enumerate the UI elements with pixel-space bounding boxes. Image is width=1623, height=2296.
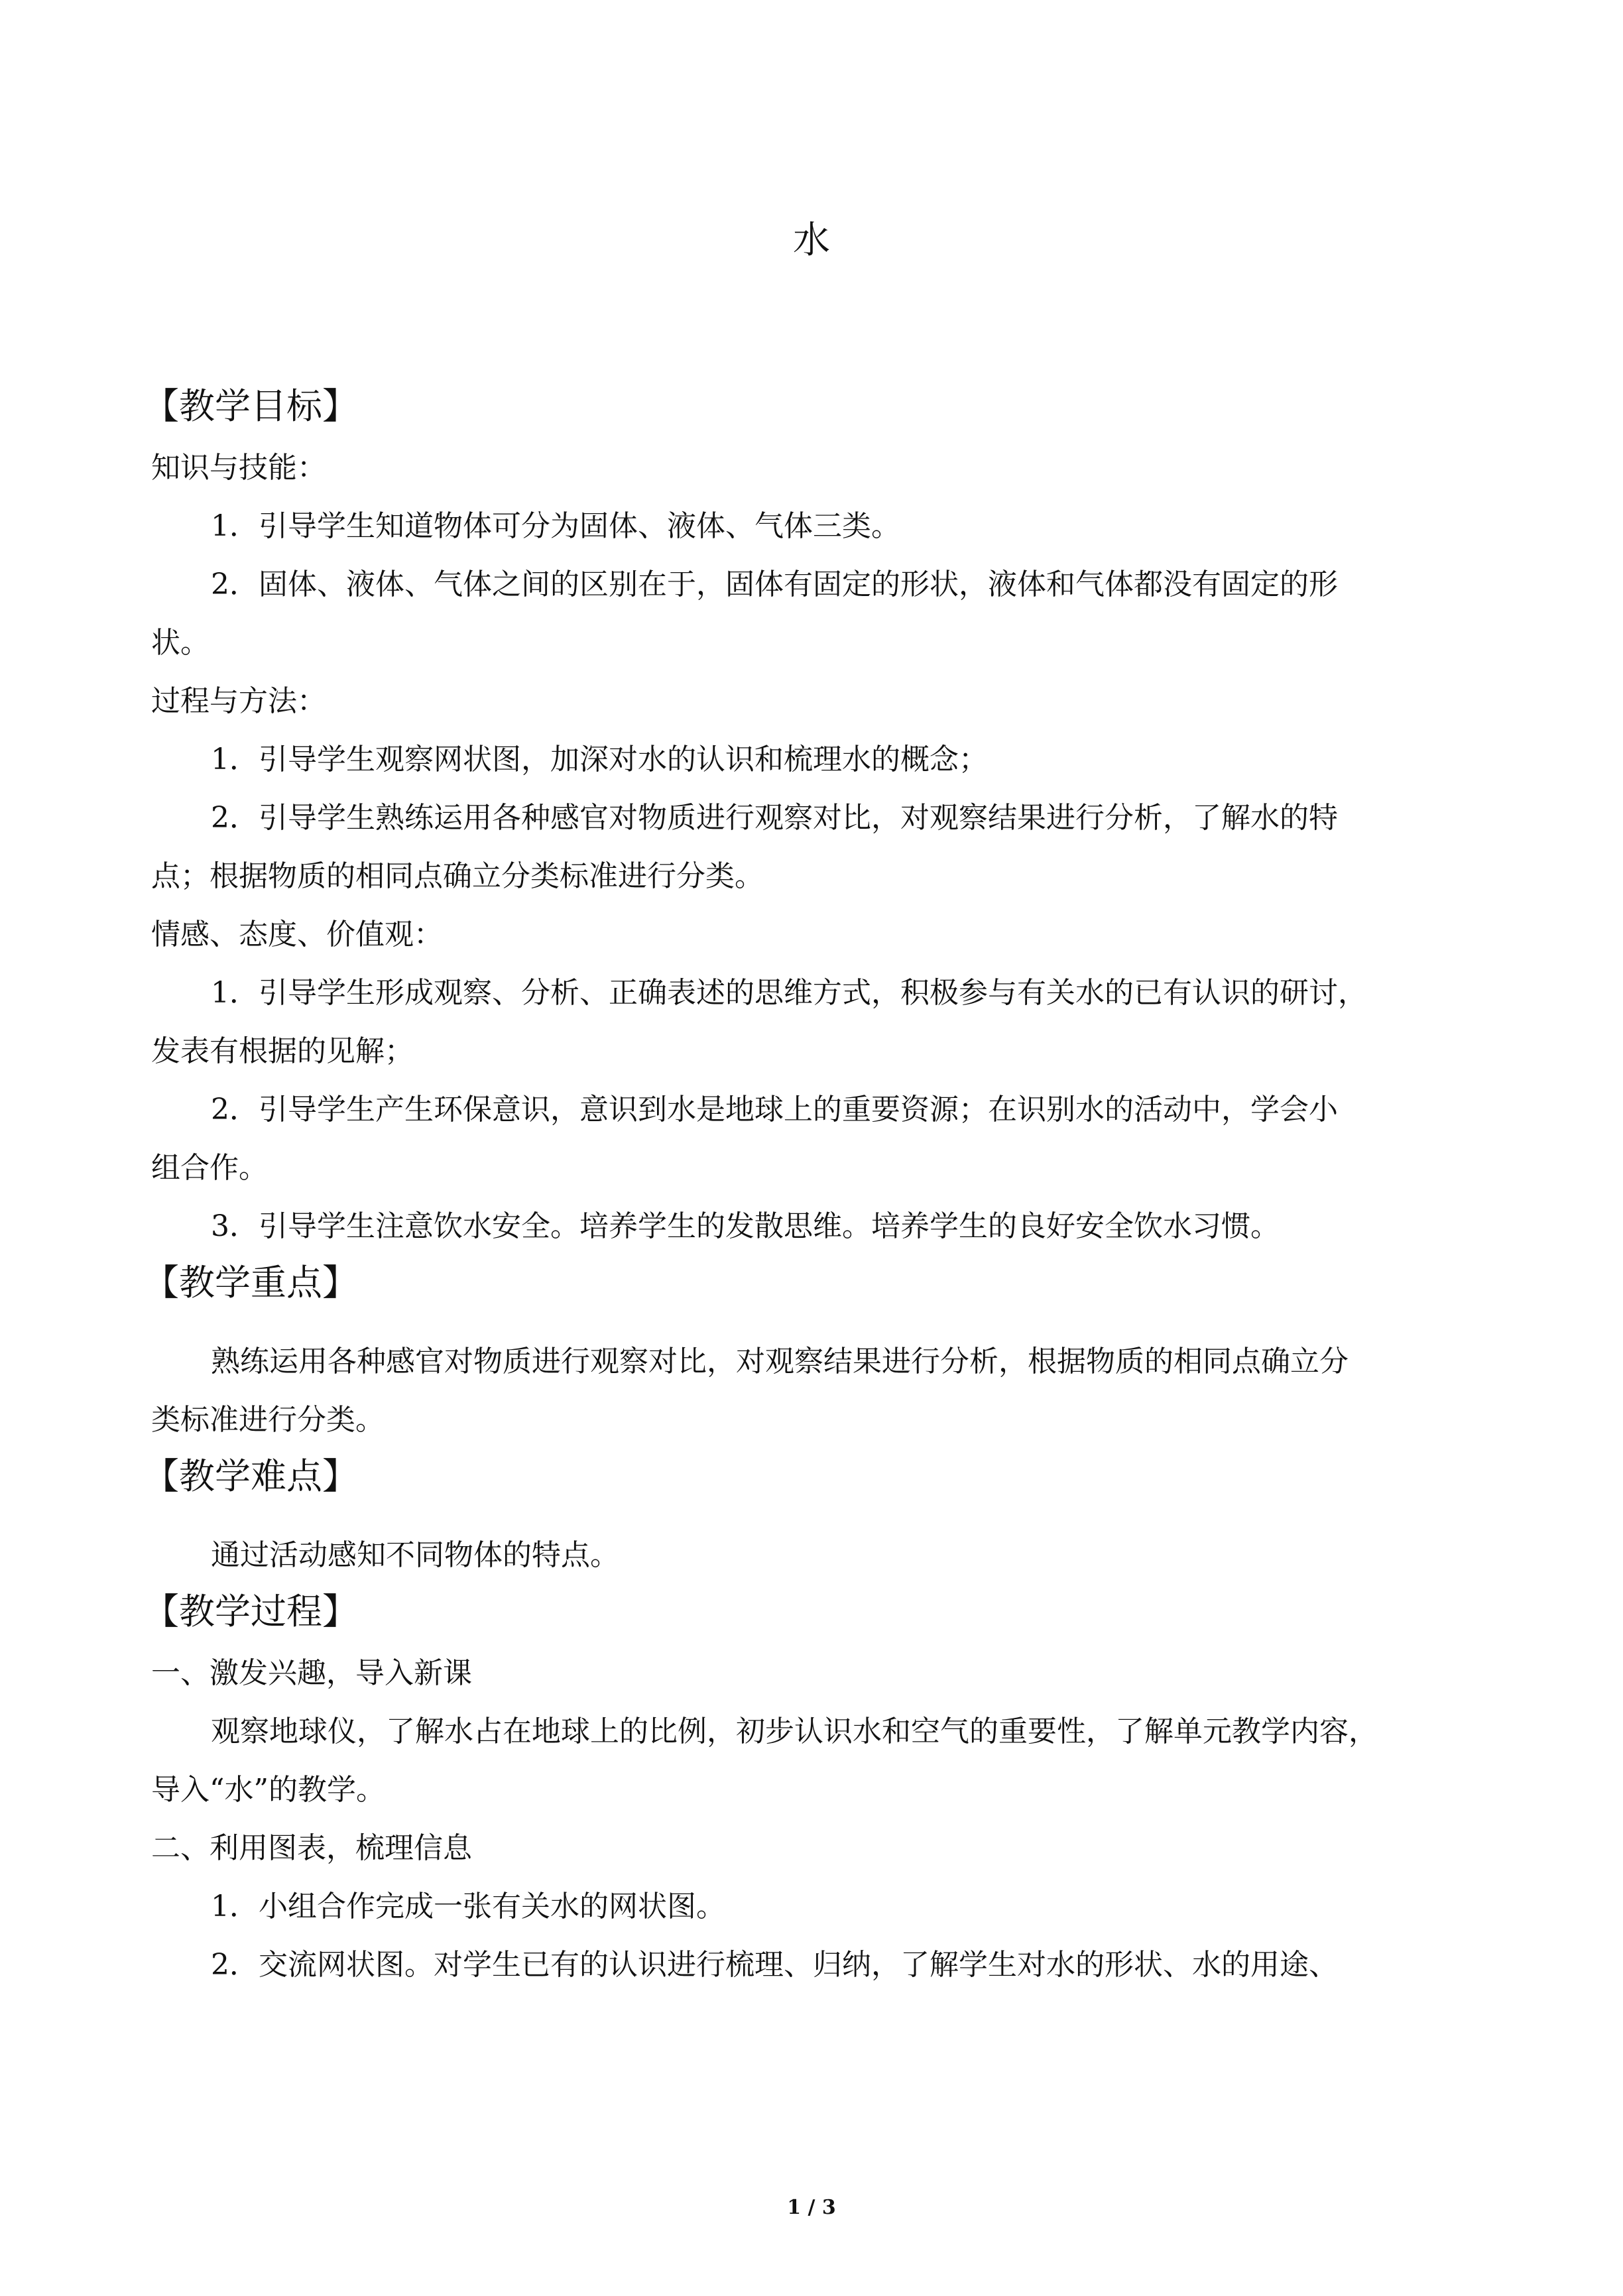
page-number: 1 / 3	[787, 2196, 836, 2219]
section-heading-process: 【教学过程】	[143, 1591, 358, 1632]
paragraph-continuation: 发表有根据的见解；	[151, 1034, 414, 1068]
subheading-process-methods: 过程与方法：	[151, 684, 326, 718]
subheading-attitudes-values: 情感、态度、价值观：	[151, 918, 443, 951]
paragraph: 1．小组合作完成一张有关水的网状图。	[211, 1890, 725, 1923]
section-heading-difficulties: 【教学难点】	[143, 1455, 358, 1497]
page-title: 水	[793, 219, 830, 262]
paragraph-continuation: 类标准进行分类。	[151, 1403, 385, 1437]
paragraph: 1．引导学生观察网状图，加深对水的认识和梳理水的概念；	[211, 743, 988, 776]
paragraph-continuation: 组合作。	[151, 1151, 268, 1185]
paragraph: 熟练运用各种感官对物质进行观察对比，对观察结果进行分析，根据物质的相同点确立分	[211, 1345, 1349, 1378]
paragraph: 3．引导学生注意饮水安全。培养学生的发散思维。培养学生的良好安全饮水习惯。	[211, 1209, 1280, 1243]
paragraph: 2．引导学生产生环保意识，意识到水是地球上的重要资源；在识别水的活动中，学会小	[211, 1093, 1338, 1126]
paragraph: 2．固体、液体、气体之间的区别在于，固体有固定的形状，液体和气体都没有固定的形	[211, 568, 1338, 601]
subheading-knowledge-skills: 知识与技能：	[151, 451, 326, 485]
paragraph: 1．引导学生知道物体可分为固体、液体、气体三类。	[211, 509, 900, 543]
paragraph-continuation: 导入“水”的教学。	[151, 1773, 385, 1807]
paragraph-continuation: 点；根据物质的相同点确立分类标准进行分类。	[151, 859, 764, 893]
paragraph: 通过活动感知不同物体的特点。	[211, 1538, 619, 1572]
paragraph-continuation: 状。	[151, 626, 210, 660]
paragraph: 2．交流网状图。对学生已有的认识进行梳理、归纳，了解学生对水的形状、水的用途、	[211, 1948, 1338, 1982]
section-heading-key-points: 【教学重点】	[143, 1262, 358, 1303]
section-heading-objectives: 【教学目标】	[143, 385, 358, 427]
paragraph: 1．引导学生形成观察、分析、正确表述的思维方式，积极参与有关水的已有认识的研讨，	[211, 976, 1367, 1010]
paragraph: 观察地球仪，了解水占在地球上的比例，初步认识水和空气的重要性，了解单元教学内容，	[211, 1715, 1378, 1748]
document-body	[143, 379, 1471, 1994]
paragraph: 2．引导学生熟练运用各种感官对物质进行观察对比，对观察结果进行分析，了解水的特	[211, 801, 1338, 835]
subheading-step-1: 一、激发兴趣，导入新课	[151, 1656, 472, 1690]
subheading-step-2: 二、利用图表，梳理信息	[151, 1831, 472, 1865]
